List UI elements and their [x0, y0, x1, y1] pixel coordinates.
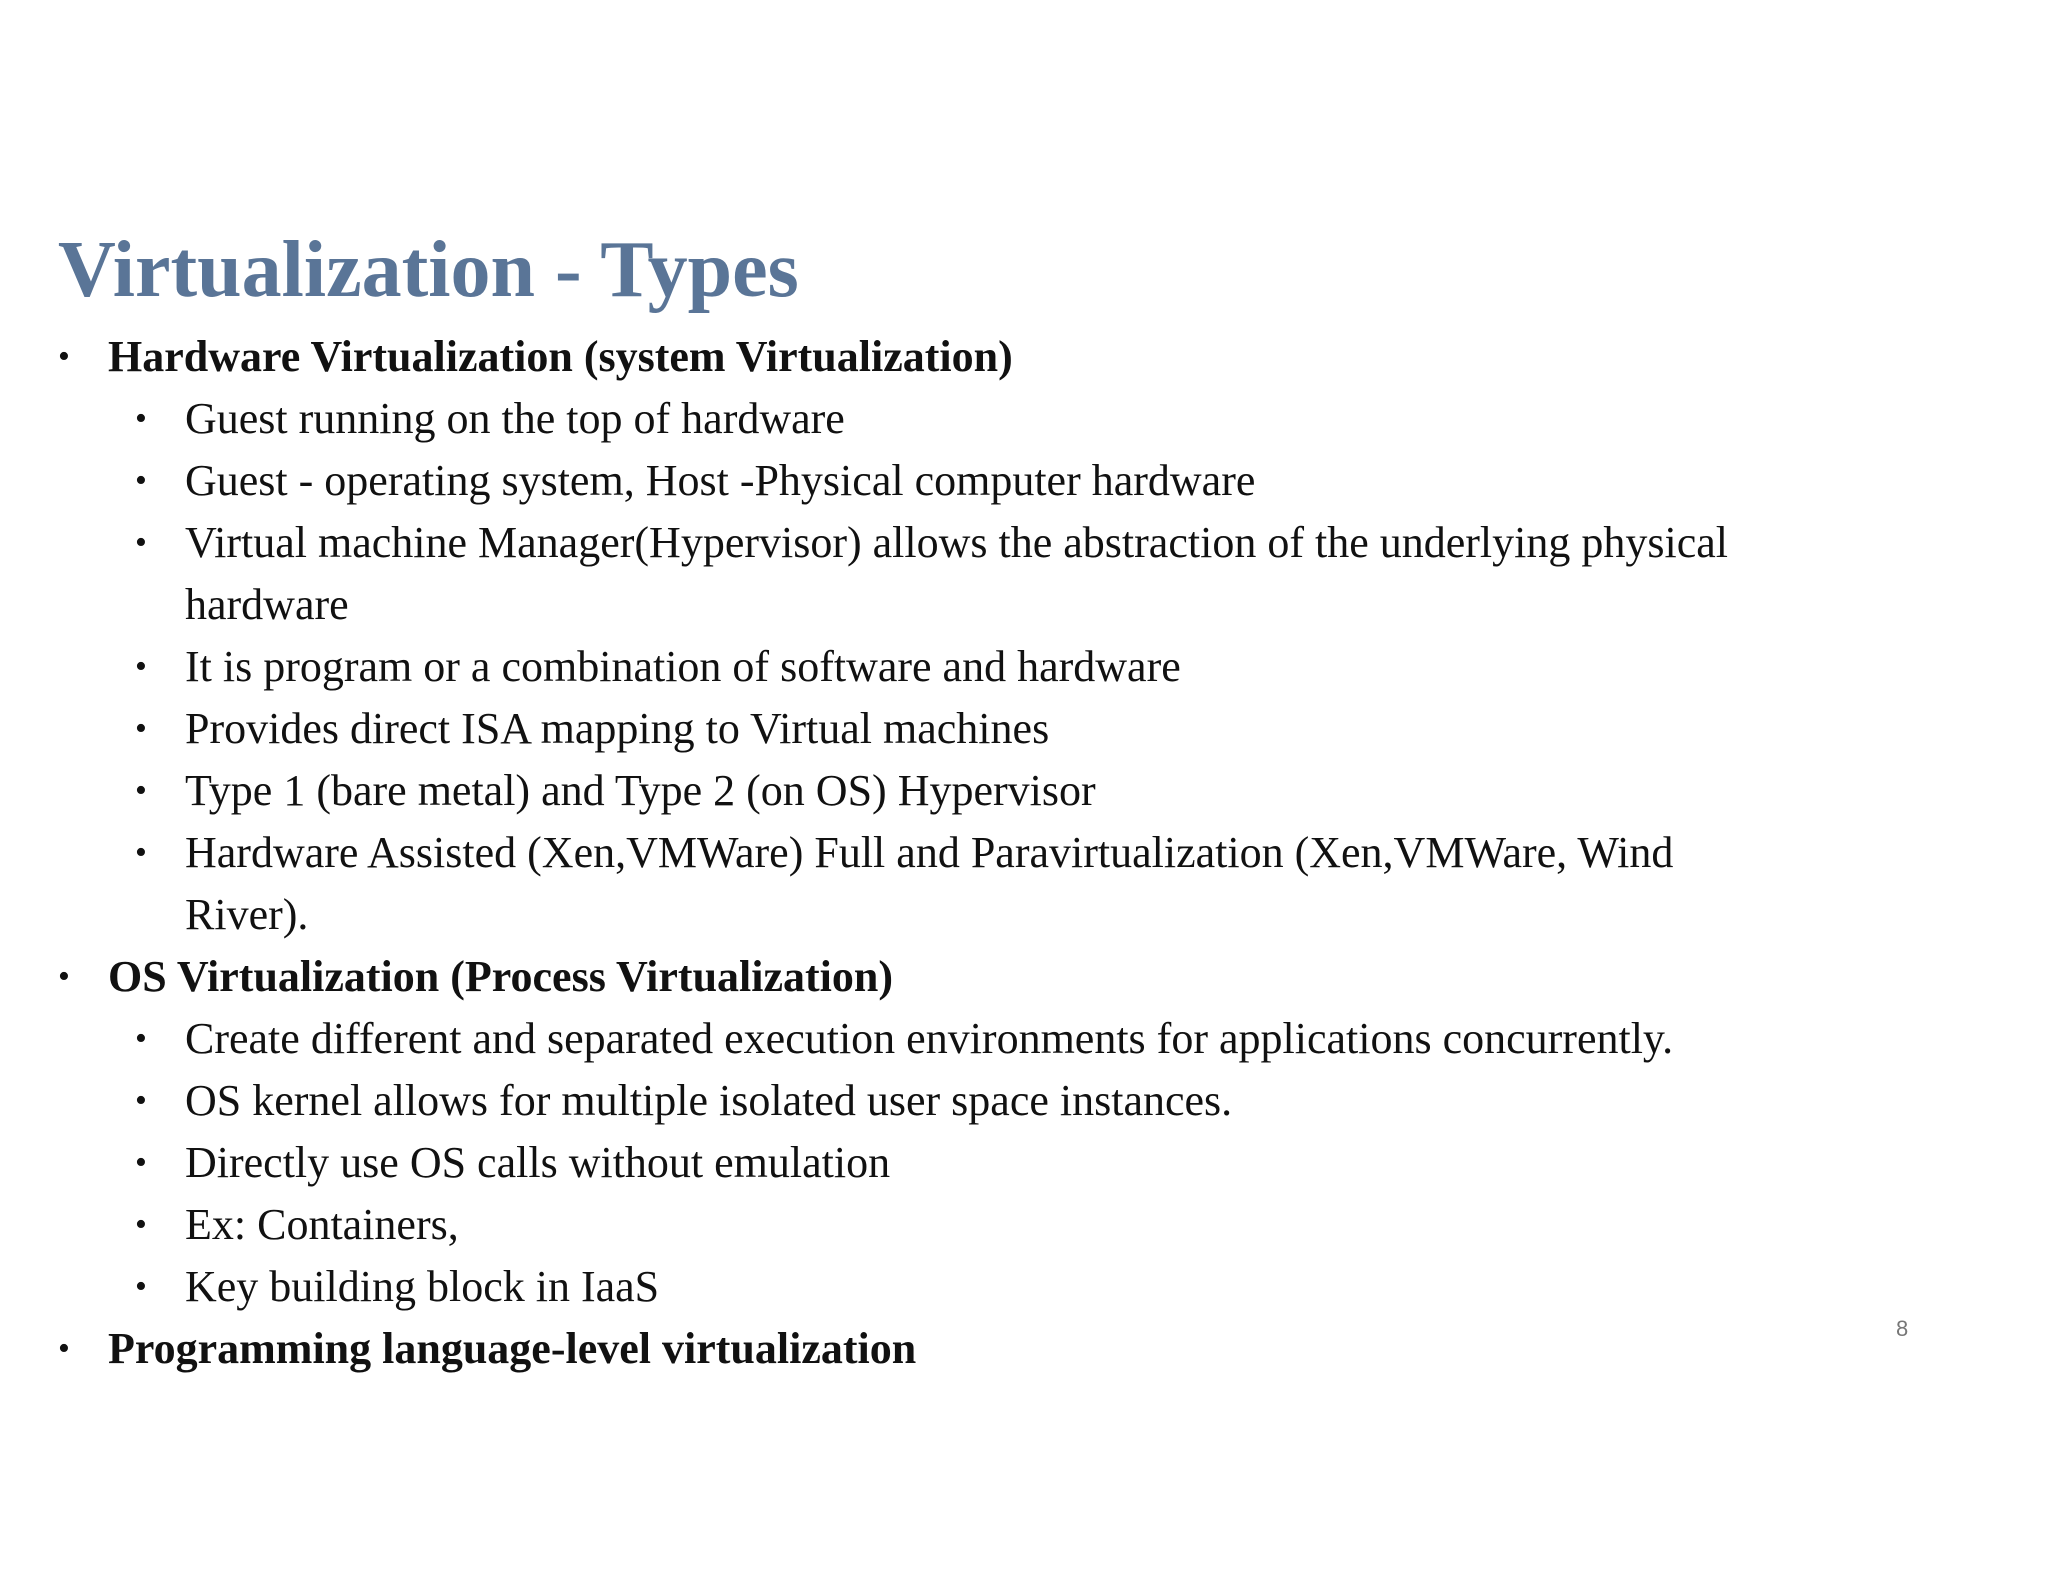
list-item-text: Directly use OS calls without emulation — [185, 1138, 891, 1187]
list-item-text: Ex: Containers, — [185, 1200, 459, 1249]
bullet-icon: • — [135, 1206, 147, 1243]
bullet-icon: • — [135, 1082, 147, 1119]
list-item-text: Programming language-level virtualization — [108, 1324, 917, 1373]
bullet-icon: • — [135, 1020, 147, 1057]
list-item-text: hardware — [185, 580, 349, 629]
list-item-text: OS kernel allows for multiple isolated user space instances. — [185, 1076, 1233, 1125]
bullet-icon: • — [58, 1330, 70, 1367]
list-item-text: OS Virtualization (Process Virtualization) — [108, 952, 894, 1001]
bullet-icon: • — [58, 958, 70, 995]
bullet-icon: • — [135, 400, 147, 437]
list-item-text: Create different and separated execution environments for applications concurrently. — [185, 1014, 1674, 1063]
bullet-icon: • — [135, 834, 147, 871]
bullet-icon: • — [135, 524, 147, 561]
bullet-icon: • — [135, 648, 147, 685]
bullet-icon: • — [135, 772, 147, 809]
list-item-text: It is program or a combination of software and hardware — [185, 642, 1181, 691]
list-item-text: Guest - operating system, Host -Physical computer hardware — [185, 456, 1256, 505]
bullet-icon: • — [135, 462, 147, 499]
bullet-icon: • — [135, 710, 147, 747]
slide-title: Virtualization - Types — [58, 226, 799, 314]
list-item-text: Provides direct ISA mapping to Virtual machines — [185, 704, 1050, 753]
list-item-text: Key building block in IaaS — [185, 1262, 660, 1311]
bullet-icon: • — [135, 1268, 147, 1305]
list-item-text: Guest running on the top of hardware — [185, 394, 845, 443]
list-item-text: Virtual machine Manager(Hypervisor) allows the abstraction of the underlying physical — [185, 518, 1728, 567]
bullet-icon: • — [135, 1144, 147, 1181]
list-item-text: River). — [185, 890, 309, 939]
page-number: 8 — [1896, 1316, 1909, 1341]
list-item-text: Hardware Assisted (Xen,VMWare) Full and Paravirtualization (Xen,VMWare, Wind — [185, 828, 1674, 877]
list-item-text: Type 1 (bare metal) and Type 2 (on OS) Hypervisor — [185, 766, 1096, 815]
bullet-icon: • — [58, 338, 70, 375]
list-item-text: Hardware Virtualization (system Virtualization) — [108, 332, 1013, 381]
